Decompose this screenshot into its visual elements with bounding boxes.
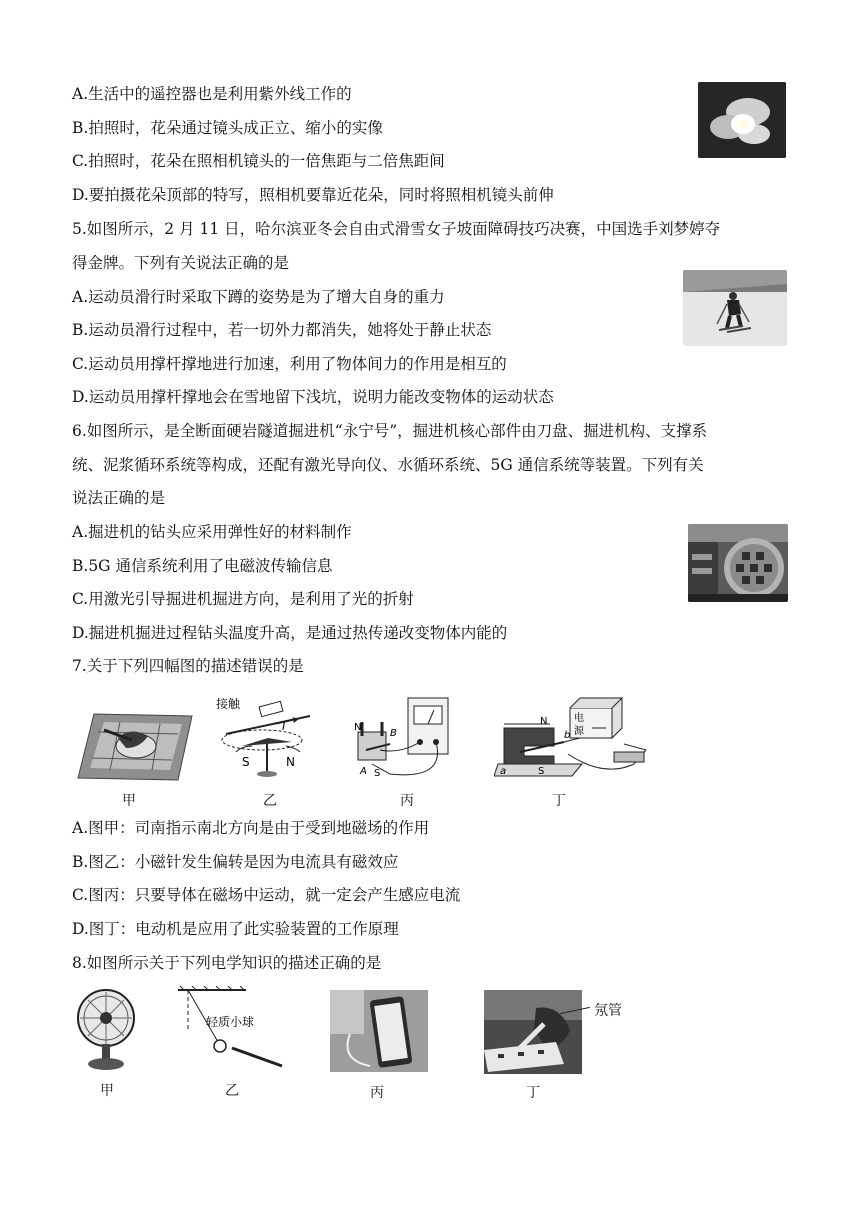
q5-option-d: D.运动员用撑杆撑地会在雪地留下浅坑，说明力能改变物体的运动状态 [72,388,554,406]
induction-experiment-figure [350,694,460,786]
neon-tube-label: 氖管 [594,1003,622,1019]
q7-option-d: D.图丁：电动机是应用了此实验装置的工作原理 [72,920,399,938]
wire-a-label: A [360,766,367,777]
contact-label: 接触 [216,697,241,711]
q6-stem-line3: 说法正确的是 [72,489,166,507]
q5-option-a: A.运动员滑行时采取下蹲的姿势是为了增大自身的重力 [72,288,445,306]
q8-figure-yi-caption: 乙 [225,1083,239,1099]
q5-stem-line2: 得金牌。下列有关说法正确的是 [72,254,290,272]
q6-option-b: B.5G 通信系统利用了电磁波传输信息 [72,557,333,575]
figure-ding-caption: 丁 [552,793,566,809]
q4-option-b: B.拍照时，花朵通过镜头成正立、缩小的实像 [72,119,383,137]
q7-option-a: A.图甲：司南指示南北方向是由于受到地磁场的作用 [72,819,430,837]
motor-a-label: a [500,766,507,777]
current-label: I [282,720,286,733]
q4-option-c: C.拍照时，花朵在照相机镜头的一倍焦距与二倍焦距间 [72,152,445,170]
figure-jia-caption: 甲 [122,793,136,809]
wire-b-label: B [390,728,397,739]
q7-option-c: C.图丙：只要导体在磁场中运动，就一定会产生感应电流 [72,886,461,904]
magnet-n-label: N [354,722,362,733]
charged-ball-figure [176,986,290,1072]
skier-photo [683,270,787,346]
light-ball-label: 轻质小球 [206,1015,255,1029]
q7-option-b: B.图乙：小磁针发生偏转是因为电流具有磁效应 [72,853,399,871]
q6-stem-line2: 统、泥浆循环系统等构成，还配有激光导向仪、水循环系统、5G 通信系统等装置。下列有关 [72,456,704,474]
power-label-1: 电 [574,713,584,724]
electric-fan-figure [72,988,144,1074]
flower-photo [698,82,786,158]
q8-figure-bing-caption: 丙 [370,1085,384,1101]
power-label-2: 源 [574,726,584,737]
q4-option-d: D.要拍摄花朵顶部的特写，照相机要靠近花朵，同时将照相机镜头前伸 [72,186,554,204]
q5-stem-line1: 5.如图所示，2 月 11 日，哈尔滨亚冬会自由式滑雪女子坡面障碍技巧决赛，中国选手刘梦婷夺 [72,220,721,238]
q5-option-b: B.运动员滑行过程中，若一切外力都消失，她将处于静止状态 [72,321,492,339]
q6-option-a: A.掘进机的钻头应采用弹性好的材料制作 [72,523,352,541]
q8-figure-jia-caption: 甲 [100,1083,114,1099]
q8-figure-ding-caption: 丁 [526,1085,540,1101]
motor-s-label: S [538,766,545,777]
tunnel-boring-machine-photo [688,524,788,602]
motor-principle-figure [494,694,648,786]
south-pole-label: S [242,755,250,769]
north-pole-label: N [286,755,295,769]
phone-charging-figure [330,990,428,1072]
q8-stem: 8.如图所示关于下列电学知识的描述正确的是 [72,954,382,972]
q5-option-c: C.运动员用撑杆撑地进行加速，利用了物体间力的作用是相互的 [72,355,507,373]
sinan-compass-figure [74,708,196,786]
figure-yi-caption: 乙 [263,793,277,809]
test-pen-figure [484,990,582,1074]
q6-stem-line1: 6.如图所示，是全断面硬岩隧道掘进机“永宁号”，掘进机核心部件由刀盘、掘进机构、支撑系 [72,422,708,440]
q4-option-a: A.生活中的遥控器也是利用紫外线工作的 [72,85,352,103]
motor-n-label: N [540,716,548,727]
q6-option-d: D.掘进机掘进过程钻头温度升高，是通过热传递改变物体内能的 [72,624,508,642]
figure-bing-caption: 丙 [400,793,414,809]
motor-b-label: b [564,730,571,741]
q6-option-c: C.用激光引导掘进机掘进方向，是利用了光的折射 [72,590,414,608]
oersted-experiment-figure [212,694,322,786]
q7-stem: 7.关于下列四幅图的描述错误的是 [72,657,304,675]
magnet-s-label: S [374,768,381,779]
